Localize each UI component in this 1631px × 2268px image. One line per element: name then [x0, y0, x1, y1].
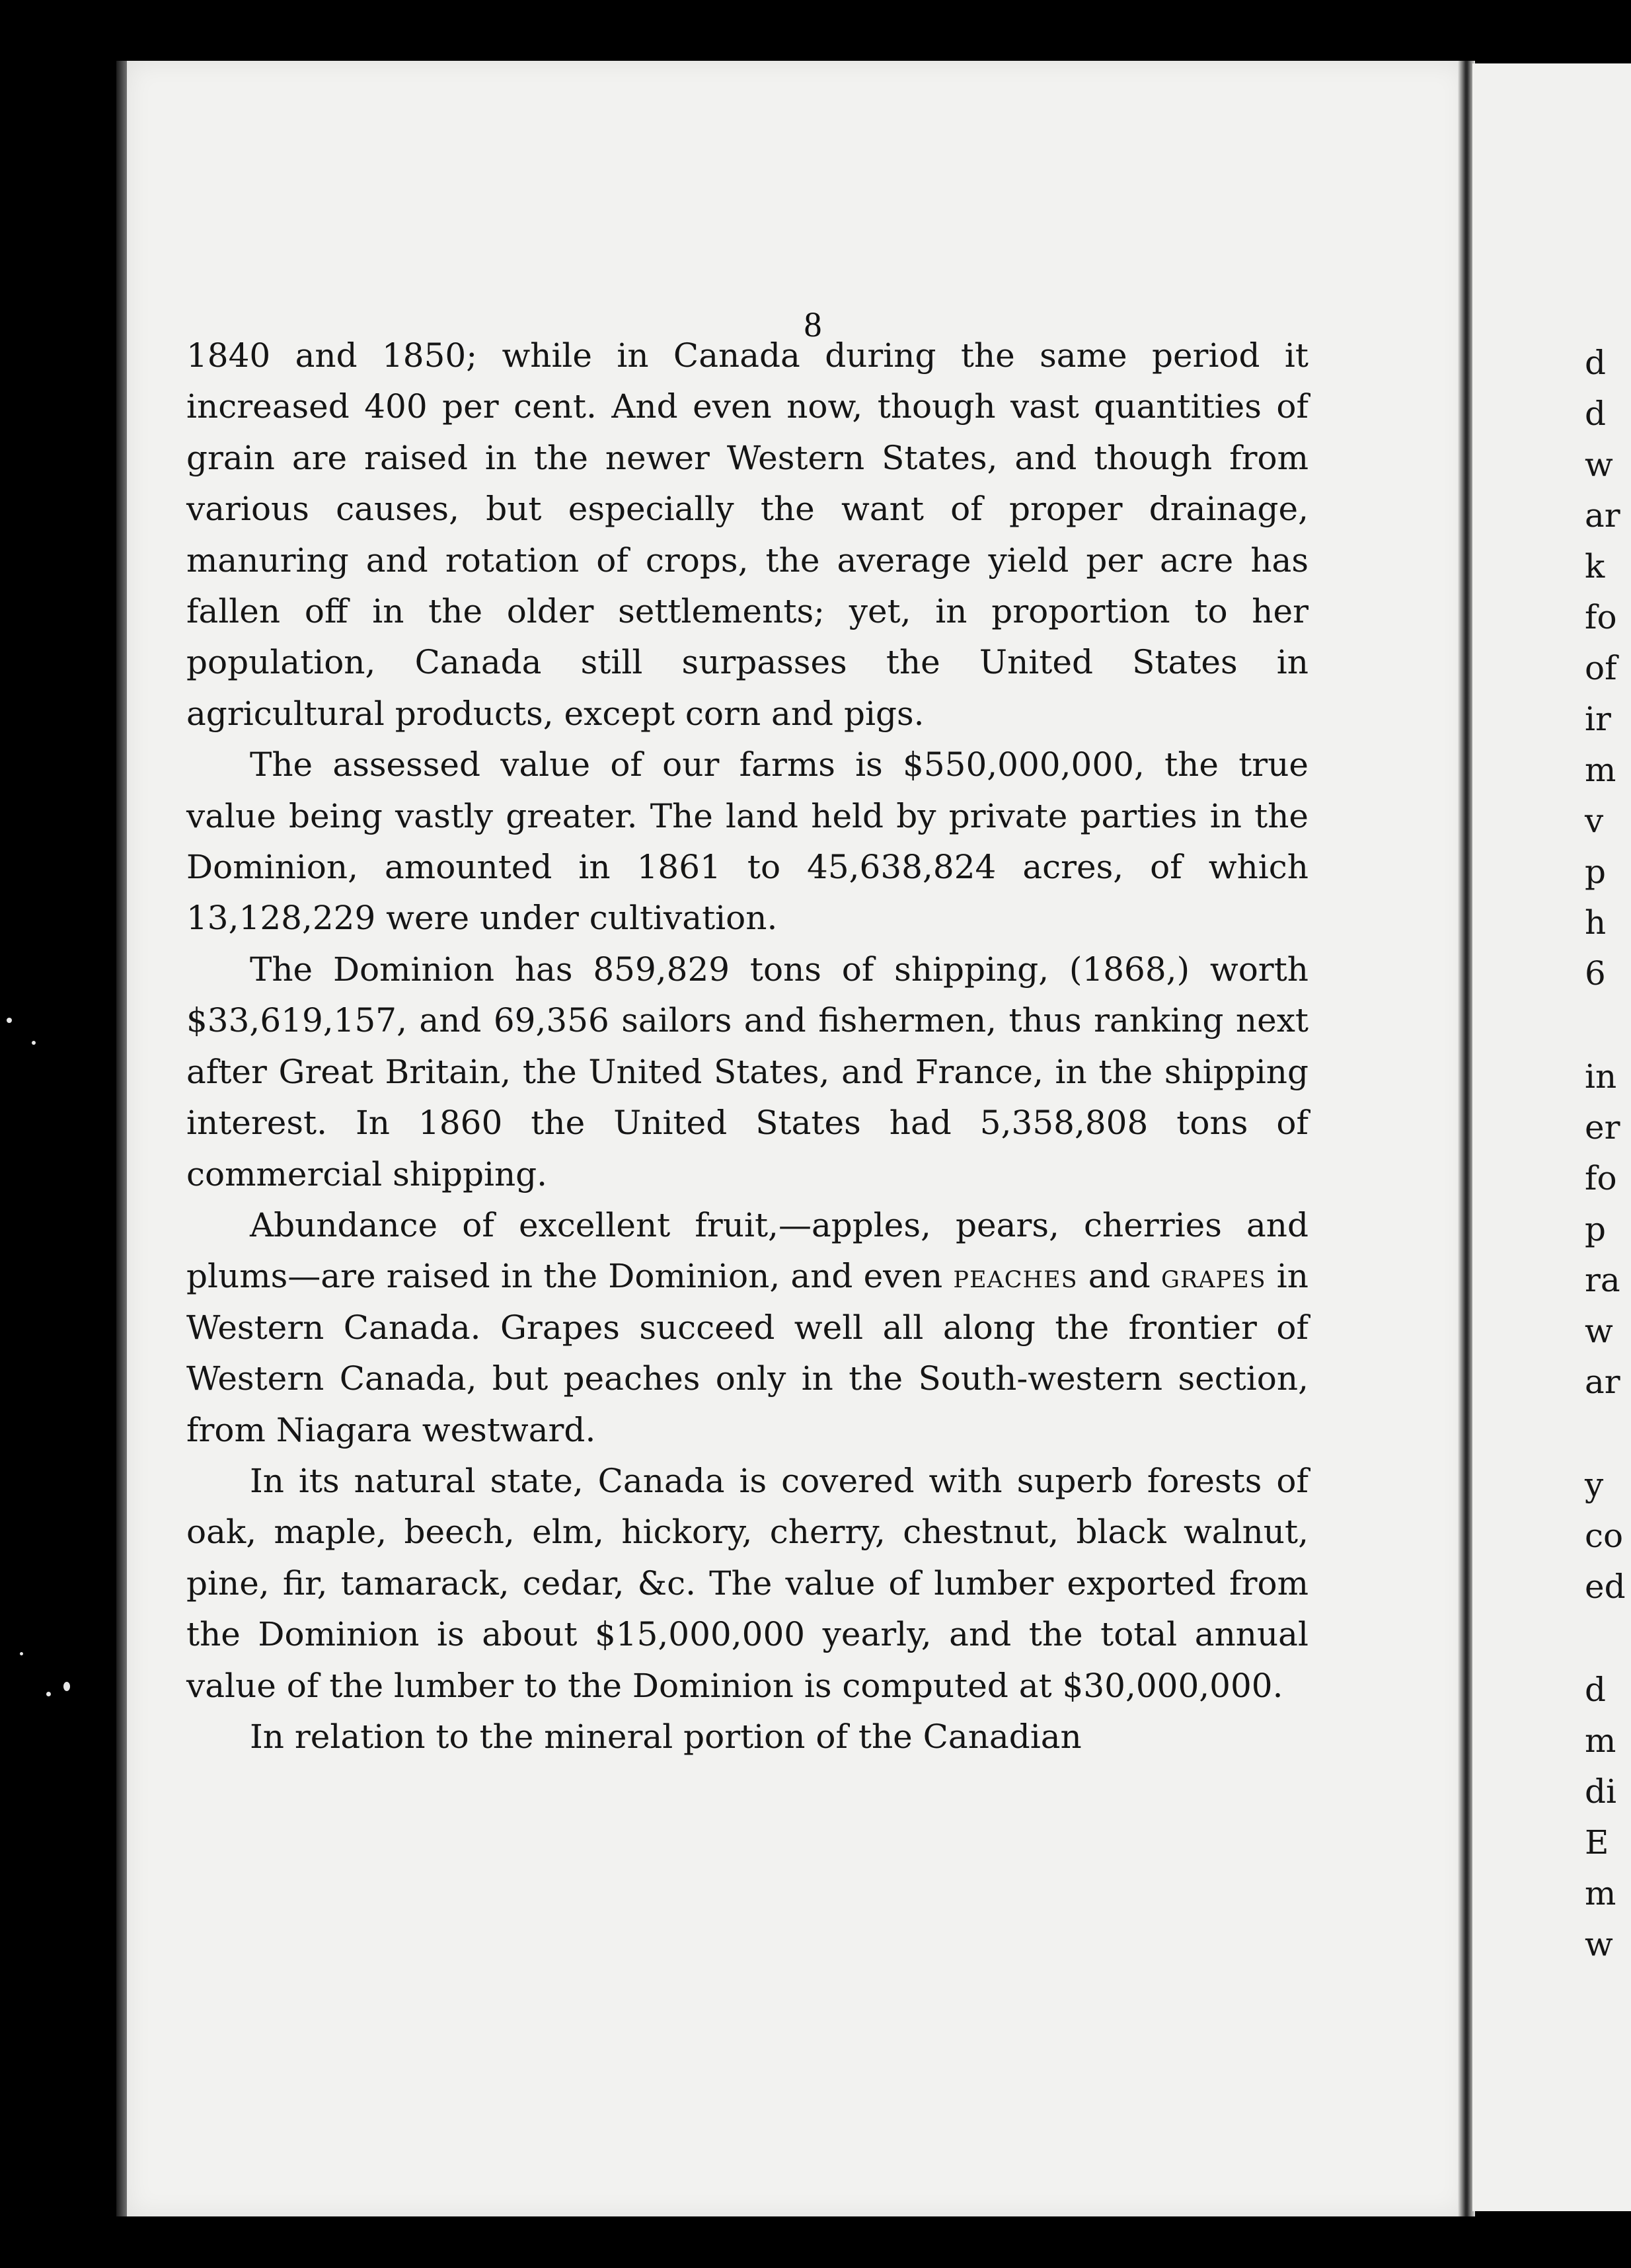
right-page-fragment: d — [1585, 395, 1607, 433]
right-page-fragment: d — [1585, 344, 1607, 382]
right-page-fragment: fo — [1585, 598, 1617, 636]
right-page-fragment: v — [1585, 802, 1604, 840]
page-number: 8 — [804, 305, 822, 344]
right-page-fragment: fo — [1585, 1159, 1617, 1197]
paragraph-4-after: in Western Canada. Grapes succeed well all along the frontier of Western Canada, but peaches only in the South-western section, from Niagara westward. — [186, 1257, 1309, 1449]
right-page-fragment: ar — [1585, 1363, 1620, 1401]
paragraph-6: In relation to the mineral portion of the Canadian — [250, 1717, 1082, 1756]
right-page-fragment: er — [1585, 1108, 1620, 1147]
right-page-fragment: w — [1585, 1925, 1613, 1963]
paragraph-4-middle: and — [1077, 1257, 1161, 1296]
paragraph-4 — [186, 1200, 1309, 1456]
right-page-fragment: of — [1585, 649, 1617, 687]
right-page-fragment: ed — [1585, 1568, 1626, 1606]
right-page-fragment: m — [1585, 1874, 1616, 1912]
paragraph-5: In its natural state, Canada is covered with superb forests of oak, maple, beech, elm, hickory, cherry, chestnut, black walnut, pine, fir, tamarack, cedar, &c. The value of lumber exported from the Dominion is about $15,000,000 yearly, and the total annual value of the lumber to the Dominion is computed at $30,000,000. — [186, 1461, 1309, 1705]
scan-speck — [20, 1652, 23, 1655]
right-page-fragment: d — [1585, 1671, 1607, 1709]
right-page-fragment: in — [1585, 1057, 1617, 1096]
right-page-fragment: ar — [1585, 496, 1620, 535]
body-text — [186, 330, 1309, 1762]
right-page-fragment: 6 — [1585, 954, 1606, 993]
paragraph-3: The Dominion has 859,829 tons of shipping, (1868,) worth $33,619,157, and 69,356 sailors and fishermen, thus ranking next after Great Britain, the United States, and France, in the shipping interest. In 1860 the United States had 5,358,808 tons of commercial shipping. — [186, 950, 1309, 1193]
scan-speck — [7, 1018, 12, 1023]
right-page-fragment: h — [1585, 903, 1607, 942]
right-page-fragment: ir — [1585, 700, 1611, 738]
right-page-fragment: co — [1585, 1517, 1624, 1555]
small-caps-peaches: peaches — [953, 1257, 1078, 1296]
paragraph-4-before: Abundance of excellent fruit,—apples, pears, cherries and plums—are raised in the Dominion, and even — [186, 1205, 1309, 1296]
scan-speck — [63, 1682, 70, 1691]
right-page-fragment: di — [1585, 1772, 1616, 1811]
scan-speck — [46, 1692, 51, 1696]
right-page-fragment: m — [1585, 1721, 1616, 1760]
scan-speck — [32, 1041, 36, 1045]
right-page-fragment: m — [1585, 751, 1616, 789]
right-page-fragment: k — [1585, 547, 1605, 586]
right-page-fragment: E — [1585, 1823, 1609, 1862]
small-caps-grapes: grapes — [1160, 1257, 1266, 1296]
right-page-fragment: w — [1585, 1312, 1613, 1350]
right-page-fragment: ra — [1585, 1261, 1620, 1299]
right-page-fragment: y — [1585, 1466, 1604, 1504]
right-page-fragment: p — [1585, 852, 1607, 891]
right-page-fragment: w — [1585, 445, 1613, 484]
paragraph-2: The assessed value of our farms is $550,000,000, the true value being vastly greater. The land held by private parties in the Dominion, amounted in 1861 to 45,638,824 acres, of which 13,128,229 were under cultivation. — [186, 745, 1309, 938]
right-page-fragment: p — [1585, 1210, 1607, 1248]
paragraph-1: 1840 and 1850; while in Canada during the same period it increased 400 per cent. And even now, though vast quantities of grain are raised in the newer Western States, and though from various causes, but especially the want of proper drainage, manuring and rotation of crops, the average yield per acre has fallen off in the older settlements; yet, in proportion to her population, Canada still surpasses the United States in agricultural products, except corn and pigs. — [186, 336, 1309, 733]
